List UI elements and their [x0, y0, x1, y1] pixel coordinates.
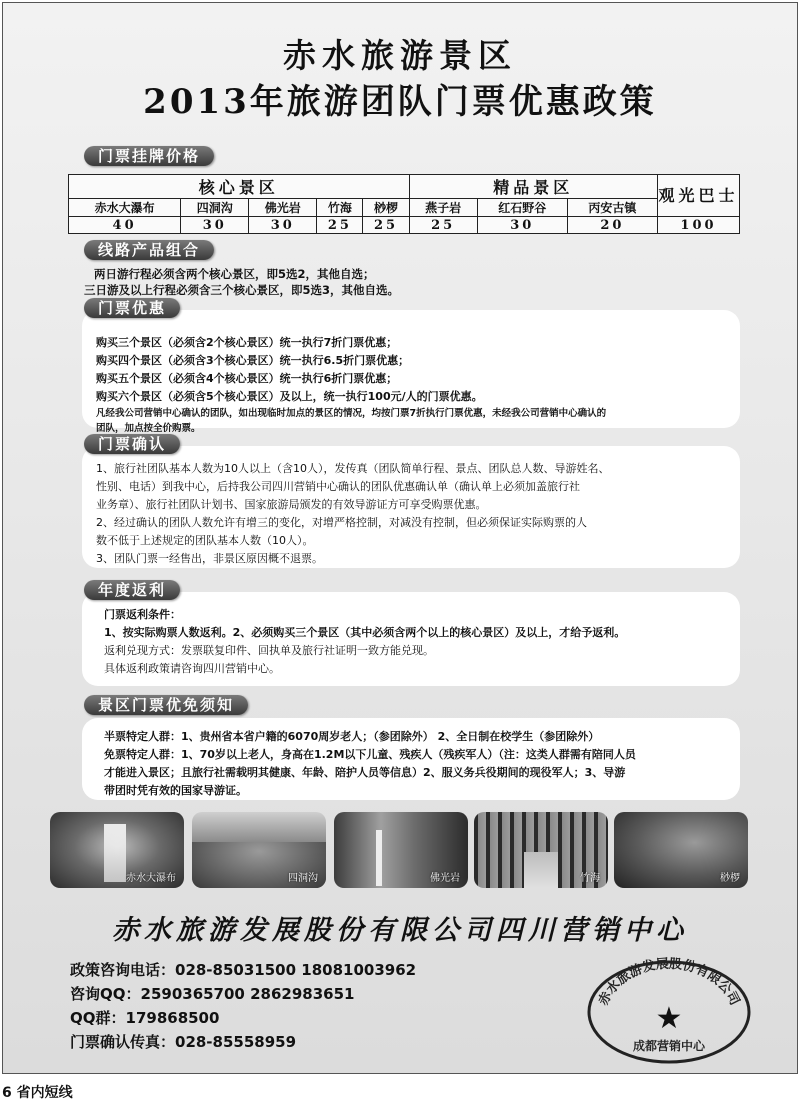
title-line1: 赤水旅游景区 — [283, 36, 517, 75]
section-label-price: 门票挂牌价格 — [84, 146, 214, 166]
contact-list — [70, 958, 416, 1054]
spot-name: 四洞沟 — [181, 199, 249, 217]
seal-ring-text: 赤水旅游发展股份有限公司 — [596, 956, 742, 1008]
discount-note: 凡经我公司营销中心确认的团队，如出现临时加点的景区的情况，均按门票7折执行门票优惠，未经我公司营销中心确认的 — [96, 408, 607, 419]
confirm-line: 3、团队门票一经售出，非景区原因概不退票。 — [96, 552, 323, 565]
section-label-rebate: 年度返利 — [84, 580, 180, 600]
contact-fax: 门票确认传真：028-85558959 — [70, 1033, 297, 1051]
spot-price: 40 — [69, 217, 181, 234]
discount-line: 购买四个景区（必须含3个核心景区）统一执行6.5折门票优惠； — [96, 354, 410, 367]
discount-line: 购买五个景区（必须含4个核心景区）统一执行6折门票优惠； — [96, 372, 398, 385]
confirm-line: 业务章）、旅行社团队计划书、国家旅游局颁发的有效导游证方可享受购票优惠。 — [96, 498, 487, 511]
bus-price: 100 — [658, 217, 740, 234]
section-label-route: 线路产品组合 — [84, 240, 214, 260]
rebate-card — [82, 592, 740, 686]
rebate-line: 1、按实际购票人数返利。2、必须购买三个景区（其中必须含两个以上的核心景区）及以上，才给予返利。 — [104, 626, 626, 639]
photo-strip — [50, 812, 750, 888]
contact-policy-phone: 政策咨询电话：028-85031500 18081003962 — [70, 961, 417, 979]
exempt-line: 免票特定人群：1、70岁以上老人，身高在1.2M以下儿童、残疾人（残疾军人）（注：这类人群需有陪同人员 — [104, 748, 636, 761]
discount-line: 购买三个景区（必须含2个核心景区）统一执行7折门票优惠； — [96, 336, 398, 349]
rebate-line: 门票返利条件： — [104, 608, 181, 621]
bus-header: 观光巴士 — [658, 175, 740, 217]
spot-name: 红石野谷 — [477, 199, 567, 217]
confirm-card — [82, 446, 740, 568]
section-label-discount: 门票优惠 — [84, 298, 180, 318]
section-label-confirm: 门票确认 — [84, 434, 180, 454]
spot-name: 桫椤 — [363, 199, 409, 217]
confirm-line: 1、旅行社团队基本人数为10人以上（含10人），发传真（团队简单行程、景点、团队总人数、导游姓名、 — [96, 462, 610, 475]
page-footer: 6 省内短线 — [2, 1085, 73, 1101]
section-label-exempt: 景区门票优免须知 — [84, 695, 248, 715]
contact-qq-group: QQ群：179868500 — [70, 1009, 220, 1027]
discount-note: 团队，加点按全价购票。 — [96, 423, 201, 434]
photo-caption: 四洞沟 — [288, 873, 318, 884]
discount-card — [82, 310, 740, 434]
contact-qq: 咨询QQ：2590365700 2862983651 — [70, 985, 355, 1003]
photo-foguangyan — [334, 812, 468, 888]
spot-name: 丙安古镇 — [567, 199, 657, 217]
confirm-line: 性别、电话）到我中心，后持我公司四川营销中心确认的团队优惠确认单（确认单上必须加盖旅行社 — [96, 480, 580, 493]
exempt-line: 才能进入景区；且旅行社需载明其健康、年龄、陪护人员等信息）2、服义务兵役期间的现役军人；3、导游 — [104, 766, 626, 779]
title-line2: 2013年旅游团队门票优惠政策 — [143, 82, 657, 122]
photo-caption: 赤水大瀑布 — [126, 873, 176, 884]
spot-price: 30 — [477, 217, 567, 234]
confirm-line: 2、经过确认的团队人数允许有增三的变化，对增严格控制，对减没有控制，但必须保证实际购票的人 — [96, 516, 587, 529]
spot-price: 30 — [249, 217, 317, 234]
spot-name: 赤水大瀑布 — [69, 199, 181, 217]
route-line: 三日游及以上行程必须含三个核心景区，即5选3，其他自选。 — [84, 283, 400, 297]
company-name: 赤水旅游发展股份有限公司四川营销中心 — [112, 915, 688, 946]
seal-bottom-text: 成都营销中心 — [632, 1039, 706, 1053]
exempt-line: 带团时凭有效的国家导游证。 — [104, 784, 247, 797]
spot-name: 竹海 — [317, 199, 363, 217]
photo-sidonggou — [192, 812, 326, 888]
spot-name: 燕子岩 — [409, 199, 477, 217]
photo-waterfall — [50, 812, 184, 888]
spot-price: 25 — [409, 217, 477, 234]
discount-line: 购买六个景区（必须含5个核心景区）及以上，统一执行100元/人的门票优惠。 — [96, 390, 483, 403]
spot-price: 25 — [363, 217, 409, 234]
spot-name: 佛光岩 — [249, 199, 317, 217]
route-line: 两日游行程必须含两个核心景区，即5选2，其他自选； — [94, 267, 375, 281]
confirm-line: 数不低于上述规定的团队基本人数（10人）。 — [96, 534, 314, 547]
exempt-line: 半票特定人群：1、贵州省本省户籍的6070周岁老人；（参团除外） 2、全日制在校学生（参团除外） — [104, 730, 600, 743]
price-table — [68, 174, 740, 234]
spot-price: 30 — [181, 217, 249, 234]
spot-price: 25 — [317, 217, 363, 234]
boutique-group-header: 精品景区 — [409, 175, 657, 199]
company-seal — [584, 950, 754, 1065]
rebate-line: 返利兑现方式：发票联复印件、回执单及旅行社证明一致方能兑现。 — [104, 644, 434, 657]
photo-caption: 桫椤 — [720, 873, 740, 884]
spot-price: 20 — [567, 217, 657, 234]
photo-caption: 佛光岩 — [430, 873, 460, 884]
photo-caption: 竹海 — [580, 873, 600, 884]
star-icon: ★ — [655, 1001, 683, 1036]
core-group-header: 核心景区 — [69, 175, 410, 199]
rebate-line: 具体返利政策请咨询四川营销中心。 — [104, 662, 280, 675]
photo-bamboo — [474, 812, 608, 888]
photo-fern — [614, 812, 748, 888]
exempt-card — [82, 718, 740, 800]
